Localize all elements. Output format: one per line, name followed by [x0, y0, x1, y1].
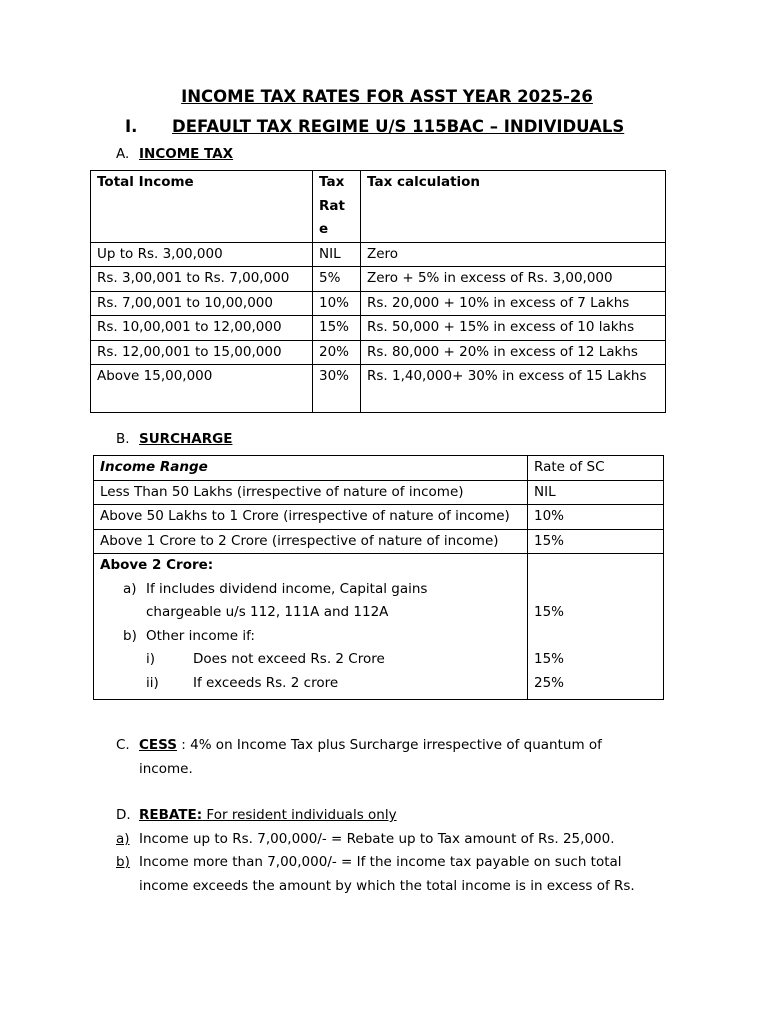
cess-label: CESS: [139, 737, 177, 753]
condition-ii-label: ii): [146, 674, 159, 691]
surcharge-table: [93, 455, 664, 700]
tax-rate-cell: 15%: [313, 316, 361, 341]
condition-b-text: Other income if:: [146, 627, 255, 644]
cess-text-continued: income.: [139, 760, 193, 777]
rebate-paragraph: [116, 804, 676, 898]
header-rate-of-sc: Rate of SC: [528, 456, 664, 481]
sc-rate-cell: NIL: [528, 480, 664, 505]
section-b-heading: [116, 431, 232, 447]
total-income-cell: Rs. 12,00,001 to 15,00,000: [91, 340, 313, 365]
tax-rate-cell: 30%: [313, 365, 361, 413]
table-row: [91, 316, 666, 341]
table-header-row: [94, 456, 664, 481]
page-title: INCOME TAX RATES FOR ASST YEAR 2025-26: [181, 87, 593, 106]
table-row: [94, 480, 664, 505]
sc-rate-cell: 15%: [528, 529, 664, 554]
income-tax-table: [90, 170, 666, 413]
rebate-b-text: Income more than 7,00,000/- = If the income tax payable on such total: [139, 854, 622, 870]
tax-calculation-cell: Rs. 80,000 + 20% in excess of 12 Lakhs: [361, 340, 666, 365]
cess-paragraph: [116, 734, 676, 781]
rebate-label: REBATE:: [139, 807, 203, 823]
tax-calculation-cell: Rs. 20,000 + 10% in excess of 7 Lakhs: [361, 291, 666, 316]
table-row: [91, 365, 666, 413]
tax-rate-cell: 5%: [313, 267, 361, 292]
condition-b: [100, 625, 521, 649]
section-a-heading: [116, 146, 233, 162]
rebate-a-label: a): [116, 830, 130, 847]
total-income-cell: Rs. 7,00,001 to 10,00,000: [91, 291, 313, 316]
table-header-row: [91, 171, 666, 243]
header-income-range: Income Range: [94, 456, 528, 481]
section-a-label: INCOME TAX: [139, 146, 234, 162]
section-b-label: SURCHARGE: [139, 431, 233, 447]
income-range-cell: Less Than 50 Lakhs (irrespective of nature of income): [94, 480, 528, 505]
condition-b-label: b): [123, 627, 137, 644]
rebate-b-text-continued: income exceeds the amount by which the total income is in excess of Rs.: [139, 877, 635, 894]
tax-calculation-cell: Zero: [361, 242, 666, 267]
rebate-scope: For resident individuals only: [202, 807, 397, 823]
table-row: [91, 291, 666, 316]
income-range-cell: Above 50 Lakhs to 1 Crore (irrespective of nature of income): [94, 505, 528, 530]
total-income-cell: Rs. 10,00,001 to 12,00,000: [91, 316, 313, 341]
table-row: [91, 340, 666, 365]
tax-rate-cell: NIL: [313, 242, 361, 267]
cess-text: : 4% on Income Tax plus Surcharge irrespective of quantum of: [176, 737, 602, 753]
table-row: [94, 505, 664, 530]
condition-ii-text: If exceeds Rs. 2 crore: [193, 674, 339, 691]
section-c-letter: C.: [116, 737, 130, 753]
total-income-cell: Above 15,00,000: [91, 365, 313, 413]
tax-calculation-cell: Rs. 50,000 + 15% in excess of 10 lakhs: [361, 316, 666, 341]
condition-b-i: [100, 648, 521, 672]
tax-calculation-cell: Zero + 5% in excess of Rs. 3,00,000: [361, 267, 666, 292]
header-tax-calculation: Tax calculation: [361, 171, 666, 243]
regime-heading: [125, 117, 624, 136]
table-row: [94, 529, 664, 554]
header-total-income: Total Income: [91, 171, 313, 243]
section-b-letter: B.: [116, 431, 130, 447]
total-income-cell: Up to Rs. 3,00,000: [91, 242, 313, 267]
above-2-crore-heading: Above 2 Crore:: [100, 557, 214, 573]
condition-a-text: If includes dividend income, Capital gains: [146, 580, 428, 597]
tax-rate-cell: 10%: [313, 291, 361, 316]
regime-number: I.: [125, 117, 138, 136]
sc-rate-cell: [528, 554, 664, 700]
rebate-a-text: Income up to Rs. 7,00,000/- = Rebate up to Tax amount of Rs. 25,000.: [139, 830, 615, 847]
tax-calculation-cell: Rs. 1,40,000+ 30% in excess of 15 Lakhs: [361, 365, 666, 413]
rebate-b-label: b): [116, 854, 130, 870]
table-row: [94, 554, 664, 700]
total-income-cell: Rs. 3,00,001 to Rs. 7,00,000: [91, 267, 313, 292]
rate-ii: 25%: [534, 674, 565, 691]
income-range-cell: Above 1 Crore to 2 Crore (irrespective of nature of income): [94, 529, 528, 554]
condition-a-label: a): [123, 580, 137, 597]
condition-a-continued: chargeable u/s 112, 111A and 112A: [146, 604, 389, 620]
condition-i-label: i): [146, 651, 156, 667]
rate-i: 15%: [534, 651, 565, 667]
rate-a: 15%: [534, 604, 565, 620]
condition-i-text: Does not exceed Rs. 2 Crore: [193, 651, 385, 667]
table-row: [91, 267, 666, 292]
condition-a: [100, 578, 521, 602]
condition-b-ii: [100, 672, 521, 696]
header-tax-rate: Tax Rate: [313, 171, 361, 243]
income-range-cell: [94, 554, 528, 700]
section-a-letter: A.: [116, 146, 130, 162]
regime-title: DEFAULT TAX REGIME U/S 115BAC – INDIVIDUALS: [172, 117, 625, 136]
sc-rate-cell: 10%: [528, 505, 664, 530]
table-row: [91, 242, 666, 267]
tax-rate-cell: 20%: [313, 340, 361, 365]
section-d-letter: D.: [116, 807, 131, 823]
